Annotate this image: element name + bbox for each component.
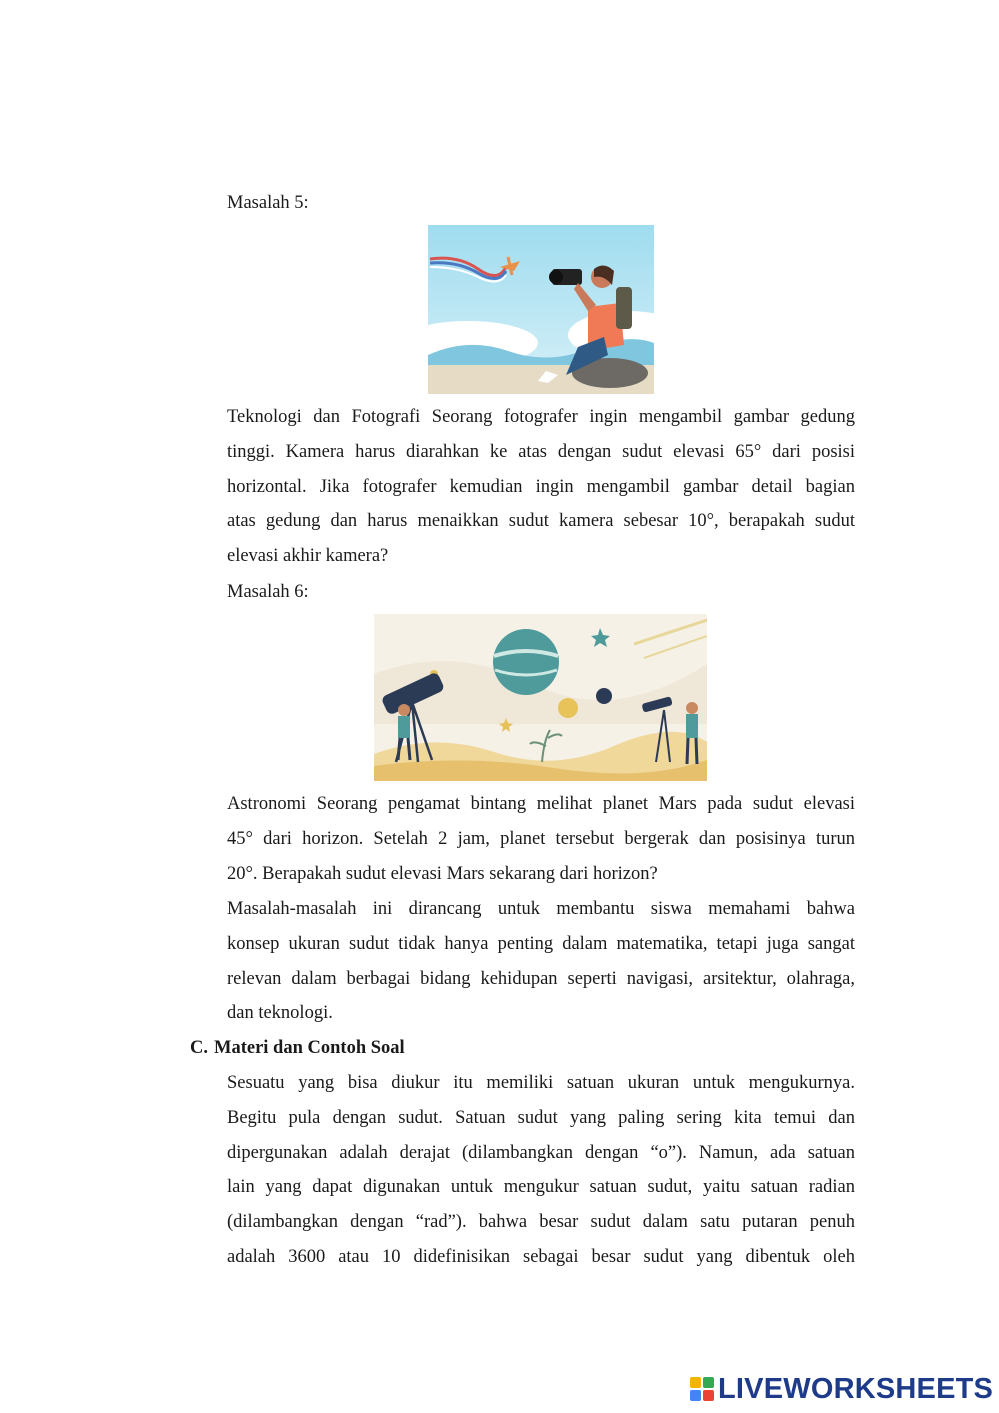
problem-6-text <box>227 787 855 891</box>
problem-5-text <box>227 400 855 574</box>
summary-line: Masalah-masalah ini dirancang untuk membantu siswa memahami bahwa <box>227 899 855 919</box>
logo-square-icon <box>703 1390 714 1401</box>
logo-square-icon <box>690 1390 701 1401</box>
section-c-line: dipergunakan adalah derajat (dilambangkan dengan “o”). Namun, ada satuan <box>227 1142 855 1163</box>
problem-5-heading: Masalah 5: <box>227 193 309 213</box>
summary-line: dan teknologi. <box>227 1003 333 1024</box>
problem-6-line: 45° dari horizon. Setelah 2 jam, planet tersebut bergerak dan posisinya turun <box>227 828 855 849</box>
section-c-line: Sesuatu yang bisa diukur itu memiliki satuan ukuran untuk mengukurnya. <box>227 1073 855 1093</box>
problem-5-line: atas gedung dan harus menaikkan sudut kamera sebesar 10°, berapakah sudut <box>227 511 855 532</box>
liveworksheets-logo[interactable] <box>690 1373 993 1405</box>
section-letter: C. <box>190 1038 208 1058</box>
section-c-line: Begitu pula dengan sudut. Satuan sudut yang paling sering kita temui dan <box>227 1107 855 1128</box>
section-c-line: lain yang dapat digunakan untuk mengukur satuan sudut, yaitu satuan radian <box>227 1177 855 1198</box>
problem-5-line: Teknologi dan Fotografi Seorang fotografer ingin mengambil gambar gedung <box>227 407 855 427</box>
astronomy-illustration <box>374 614 707 781</box>
summary-line: relevan dalam berbagai bidang kehidupan seperti navigasi, arsitektur, olahraga, <box>227 968 855 989</box>
problem-5-line: horizontal. Jika fotografer kemudian ingin mengambil gambar detail bagian <box>227 476 855 497</box>
logo-grid-icon <box>690 1377 714 1401</box>
problem-5-line: tinggi. Kamera harus diarahkan ke atas dengan sudut elevasi 65° dari posisi <box>227 441 855 462</box>
section-title: Materi dan Contoh Soal <box>214 1038 405 1058</box>
summary-line: konsep ukuran sudut tidak hanya penting dalam matematika, tetapi juga sangat <box>227 933 855 954</box>
logo-square-icon <box>690 1377 701 1388</box>
section-c-paragraph <box>227 1066 855 1275</box>
section-c-line: (dilambangkan dengan “rad”). bahwa besar sudut dalam satu putaran penuh <box>227 1212 855 1233</box>
photographer-illustration <box>428 225 654 394</box>
brand-name: LIVEWORKSHEETS <box>718 1372 994 1405</box>
problem-6-heading: Masalah 6: <box>227 582 309 602</box>
section-c-heading <box>190 1036 405 1060</box>
problem-6-line: Astronomi Seorang pengamat bintang melihat planet Mars pada sudut elevasi <box>227 794 855 814</box>
problem-5-line: elevasi akhir kamera? <box>227 546 389 567</box>
summary-paragraph <box>227 892 855 1031</box>
problem-6-line: 20°. Berapakah sudut elevasi Mars sekarang dari horizon? <box>227 863 658 884</box>
logo-square-icon <box>703 1377 714 1388</box>
section-c-line: adalah 3600 atau 10 didefinisikan sebagai besar sudut yang dibentuk oleh <box>227 1246 855 1267</box>
